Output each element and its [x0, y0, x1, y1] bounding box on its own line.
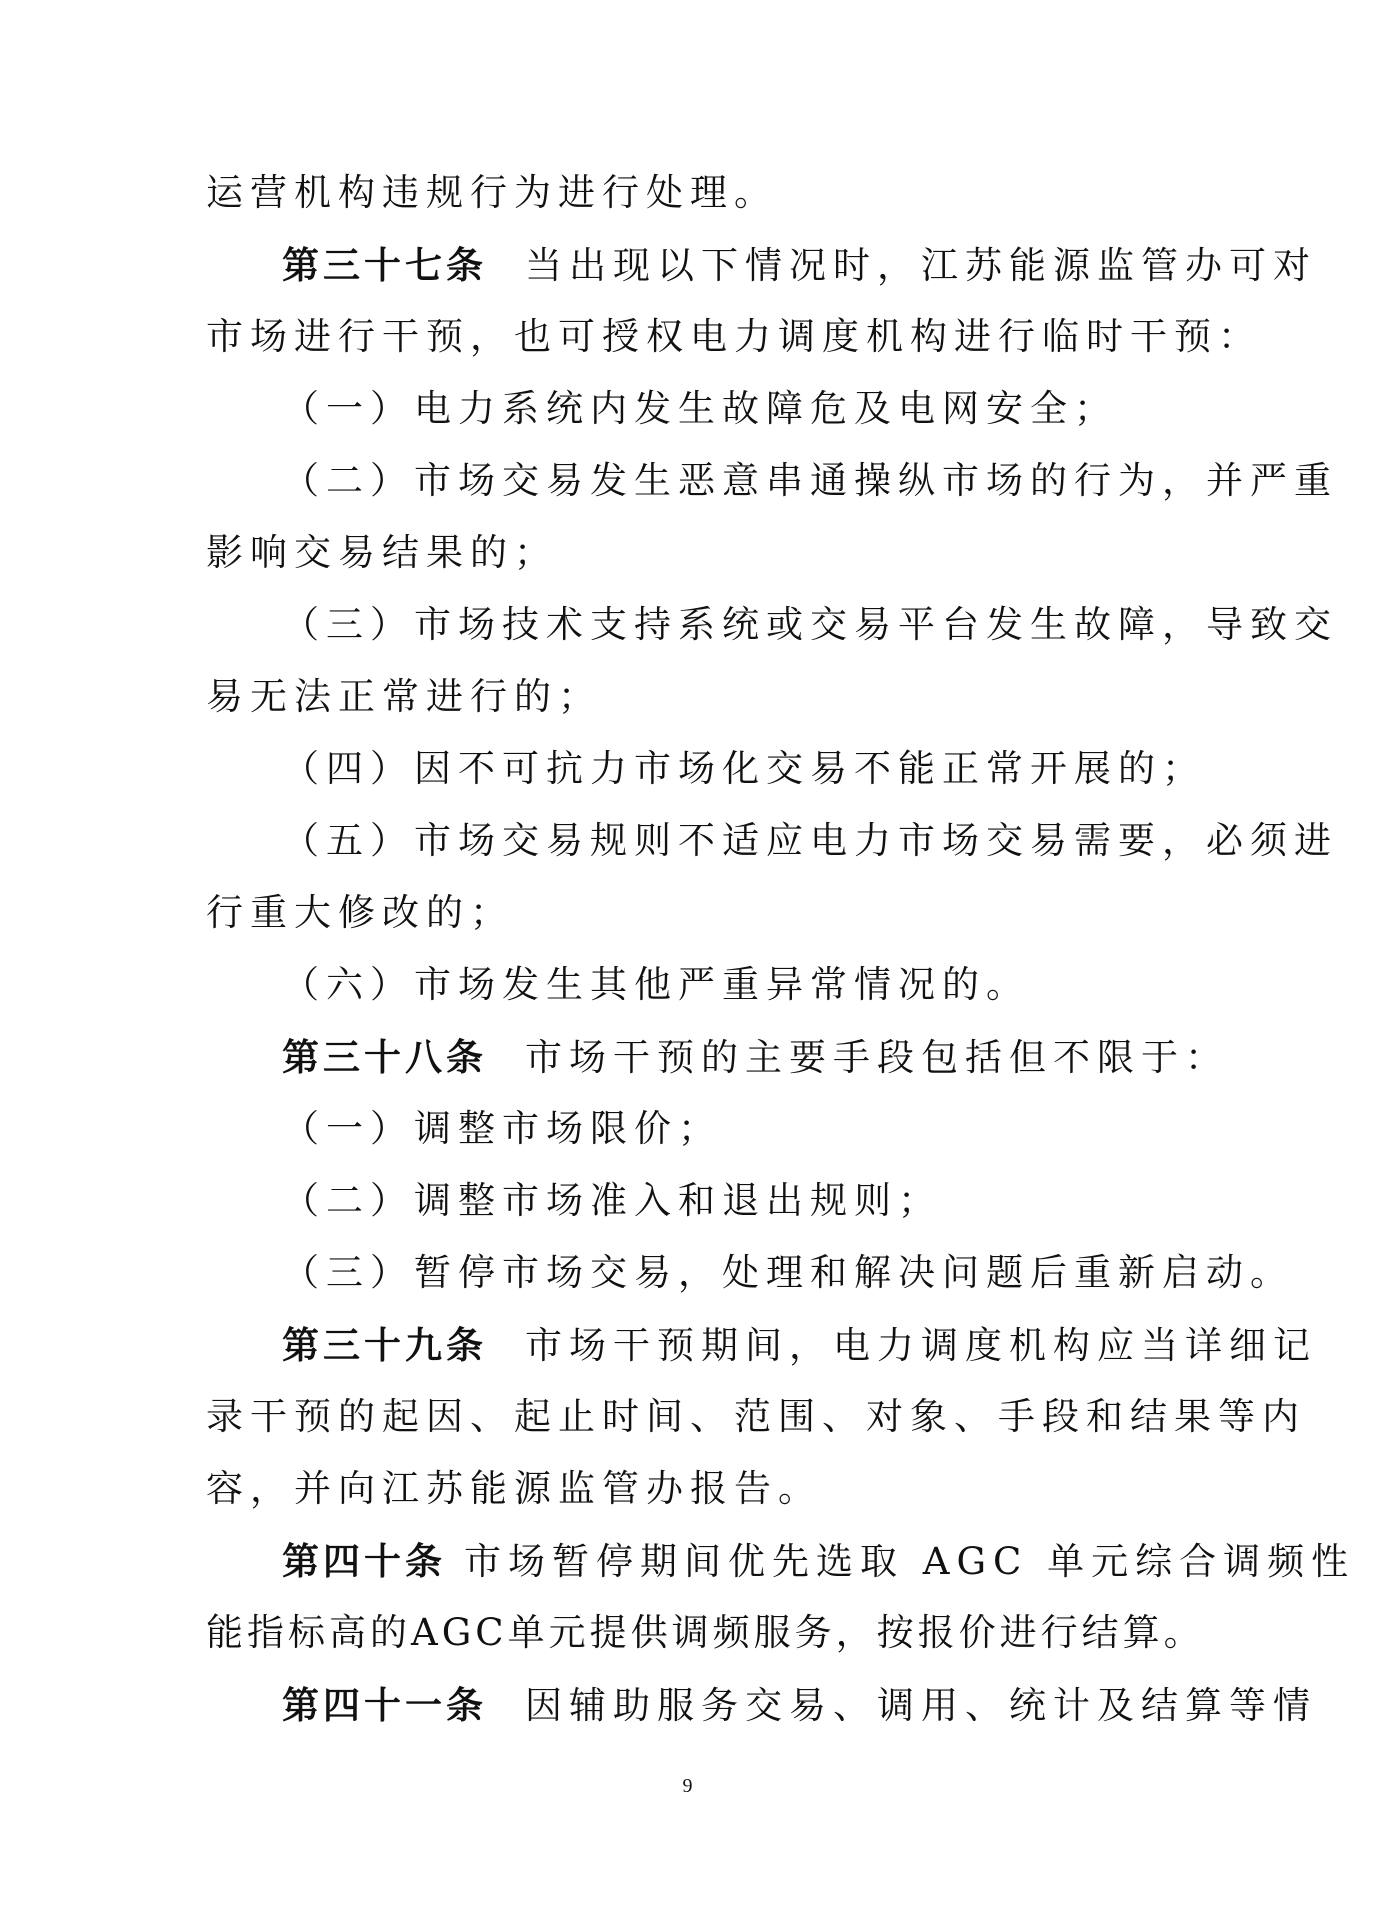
list-item: （四）因不可抗力市场化交易不能正常开展的；: [282, 747, 1206, 790]
article-41-line: [282, 1675, 1317, 1735]
text-line: 市场进行干预，也可授权电力调度机构进行临时干预：: [206, 315, 1262, 358]
article-37-label: 第三十七条: [282, 243, 487, 287]
text-line: 能指标高的AGC单元提供调频服务，按报价进行结算。: [206, 1611, 1205, 1654]
article-39-text: 市场干预期间，电力调度机构应当详细记: [525, 1324, 1317, 1367]
text-line: 行重大修改的；: [206, 891, 514, 934]
list-item: （六）市场发生其他严重异常情况的。: [282, 963, 1030, 1006]
article-39-label: 第三十九条: [282, 1323, 487, 1367]
article-37-text: 当出现以下情况时，江苏能源监管办可对: [525, 244, 1317, 287]
article-38-text: 市场干预的主要手段包括但不限于：: [525, 1036, 1229, 1079]
list-item: （二）调整市场准入和退出规则；: [282, 1179, 942, 1222]
article-40-text: 市场暂停期间优先选取 AGC 单元综合调频性: [464, 1540, 1356, 1583]
article-41-label: 第四十一条: [282, 1683, 487, 1727]
article-37-line: [282, 235, 1317, 295]
article-38-line: [282, 1027, 1229, 1087]
page-number: 9: [682, 1775, 693, 1797]
list-item: （一）电力系统内发生故障危及电网安全；: [282, 387, 1118, 430]
article-40-label: 第四十条: [282, 1539, 446, 1583]
list-item: （三）暂停市场交易，处理和解决问题后重新启动。: [282, 1251, 1294, 1294]
article-40-line: [282, 1531, 1356, 1591]
list-item: （一）调整市场限价；: [282, 1107, 722, 1150]
list-item: （二）市场交易发生恶意串通操纵市场的行为，并严重: [282, 459, 1338, 502]
list-item: （五）市场交易规则不适应电力市场交易需要，必须进: [282, 819, 1338, 862]
text-line: 容，并向江苏能源监管办报告。: [206, 1467, 822, 1510]
article-38-label: 第三十八条: [282, 1035, 487, 1079]
article-39-line: [282, 1315, 1317, 1375]
text-line: 运营机构违规行为进行处理。: [206, 171, 778, 214]
text-line: 录干预的起因、起止时间、范围、对象、手段和结果等内: [206, 1395, 1306, 1438]
text-line: 影响交易结果的；: [206, 531, 558, 574]
text-line: 易无法正常进行的；: [206, 675, 602, 718]
article-41-text: 因辅助服务交易、调用、统计及结算等情: [525, 1684, 1317, 1727]
list-item: （三）市场技术支持系统或交易平台发生故障，导致交: [282, 603, 1338, 646]
